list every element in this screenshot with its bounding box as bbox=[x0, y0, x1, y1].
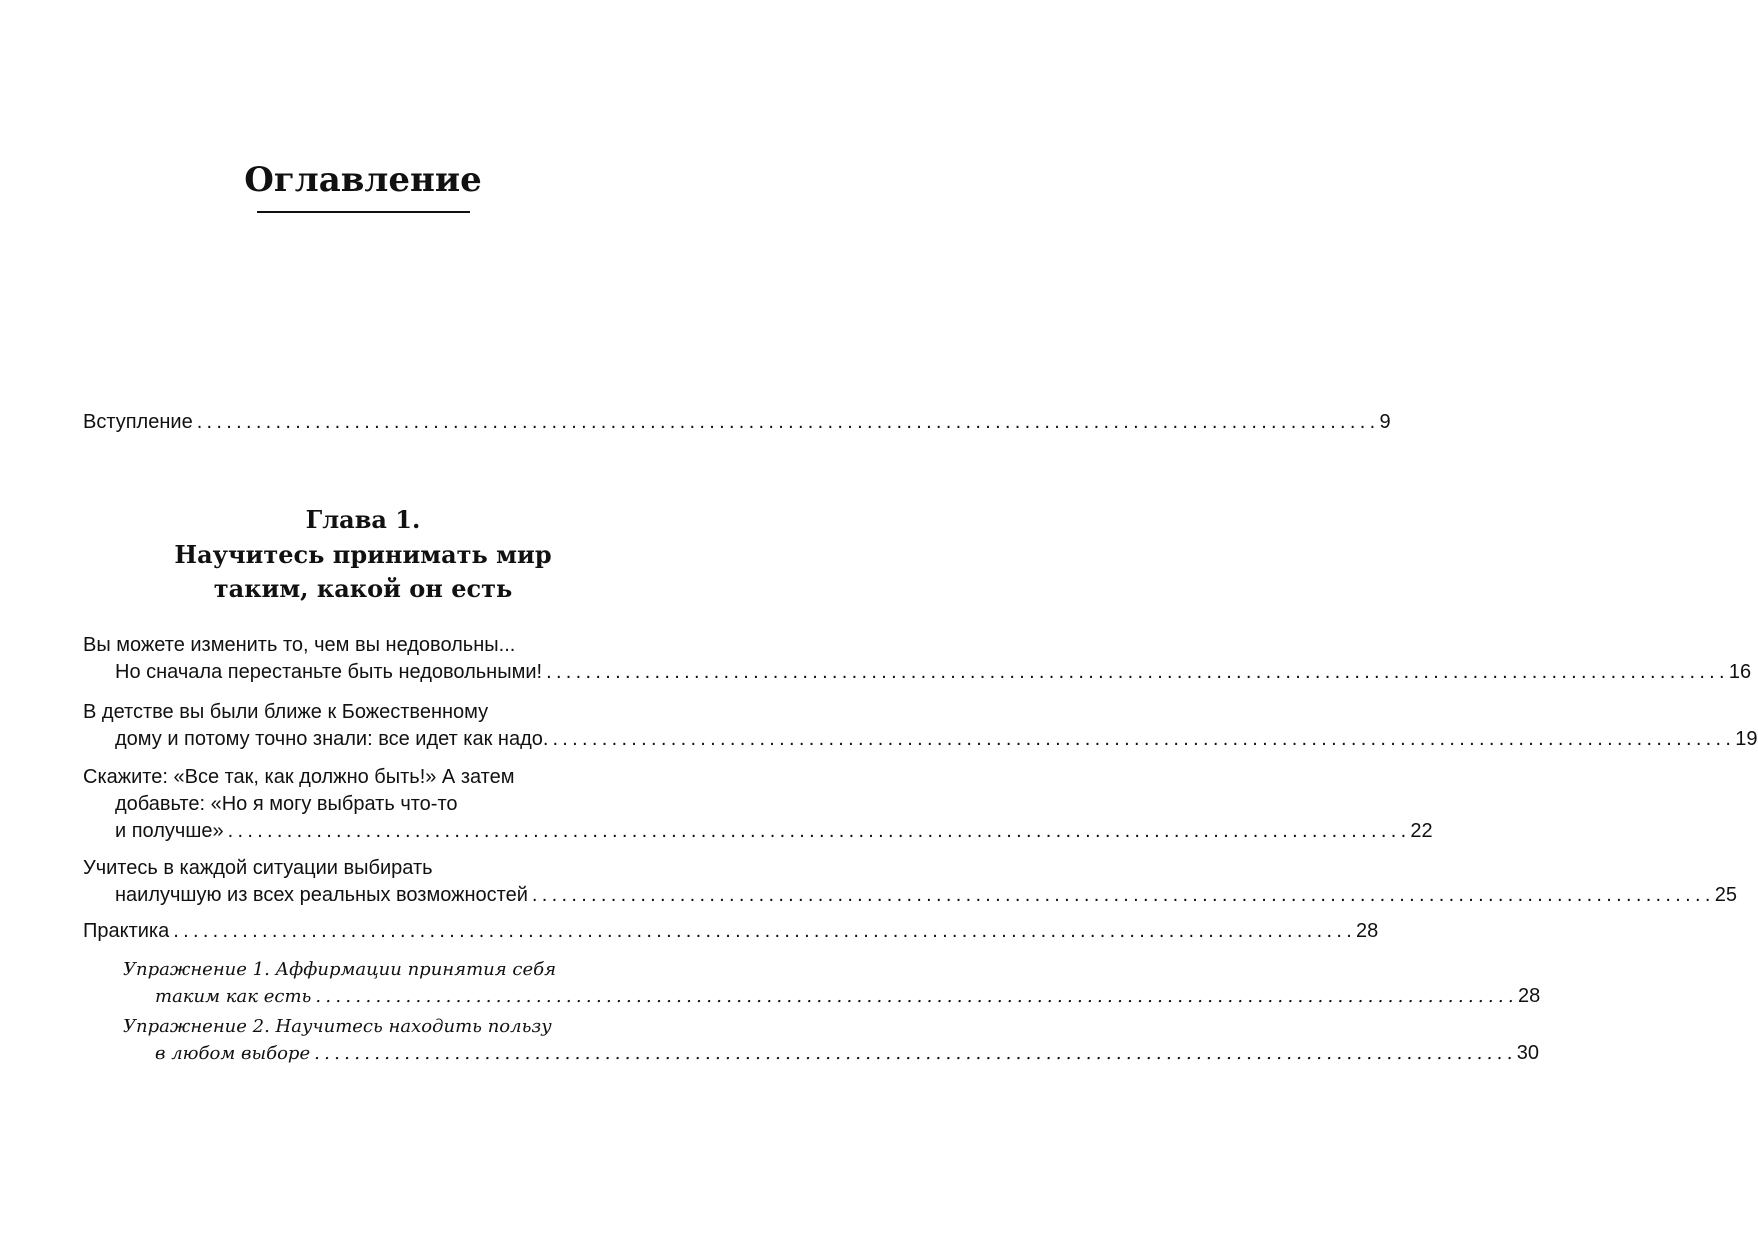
entry-label: Скажите: «Все так, как должно быть!» А затем bbox=[83, 766, 515, 788]
toc-entry[interactable] bbox=[83, 764, 1433, 845]
toc-entry-exercise[interactable] bbox=[83, 956, 1541, 1010]
title-underline bbox=[257, 211, 470, 213]
entry-label: и получше» bbox=[115, 820, 224, 842]
entry-label: наилучшую из всех реальных возможностей bbox=[115, 884, 528, 906]
entry-label: Вы можете изменить то, чем вы недовольны... bbox=[83, 634, 516, 656]
dot-leader: ........................................................................................................................ bbox=[546, 661, 1729, 683]
page-number: 19 bbox=[1735, 728, 1758, 750]
dot-leader: ........................................................................................................................ bbox=[227, 820, 1411, 842]
entry-label: дому и потому точно знали: все идет как надо. bbox=[115, 728, 549, 750]
chapter-heading bbox=[0, 503, 726, 607]
page-title: Оглавление bbox=[244, 160, 482, 200]
page-number: 30 bbox=[1516, 1042, 1539, 1064]
entry-label: в любом выборе bbox=[155, 1043, 311, 1064]
page-number: 9 bbox=[1379, 411, 1391, 433]
dot-leader: ........................................................................................................................ bbox=[173, 920, 1357, 942]
toc-entry[interactable] bbox=[83, 699, 1758, 753]
entry-label: Но сначала перестаньте быть недовольными! bbox=[115, 661, 543, 683]
entry-label: Учитесь в каждой ситуации выбирать bbox=[83, 857, 433, 879]
toc-entry-exercise[interactable] bbox=[83, 1013, 1539, 1067]
entry-label: таким как есть bbox=[155, 986, 312, 1007]
page-number: 22 bbox=[1410, 820, 1433, 842]
entry-label: Практика bbox=[83, 920, 170, 942]
toc-entry[interactable] bbox=[83, 632, 1752, 686]
toc-entry-intro[interactable] bbox=[83, 409, 1391, 436]
entry-label: Упражнение 1. Аффирмации принятия себя bbox=[123, 959, 557, 980]
dot-leader: ........................................................................................................................ bbox=[314, 1043, 1517, 1064]
toc-entry[interactable] bbox=[83, 855, 1737, 909]
page-number: 28 bbox=[1517, 985, 1541, 1007]
entry-label: добавьте: «Но я могу выбрать что-то bbox=[115, 793, 458, 815]
toc-entry-practice[interactable] bbox=[83, 918, 1379, 945]
entry-label: Упражнение 2. Научитесь находить пользу bbox=[123, 1016, 552, 1037]
dot-leader: ........................................................................................................................ bbox=[315, 986, 1518, 1007]
entry-label: В детстве вы были ближе к Божественному bbox=[83, 701, 489, 723]
dot-leader: ........................................................................................................................ bbox=[531, 884, 1715, 906]
page-number: 16 bbox=[1728, 661, 1752, 683]
entry-label: Вступление bbox=[83, 411, 193, 433]
chapter-title-line: таким, какой он есть bbox=[213, 574, 513, 603]
page-number: 28 bbox=[1356, 920, 1379, 942]
dot-leader: ........................................................................................................................ bbox=[196, 411, 1380, 433]
dot-leader: ........................................................................................................................ bbox=[552, 728, 1736, 750]
page-number: 25 bbox=[1714, 884, 1737, 906]
chapter-number: Глава 1. bbox=[305, 505, 421, 534]
chapter-title-line: Научитесь принимать мир bbox=[174, 539, 552, 569]
